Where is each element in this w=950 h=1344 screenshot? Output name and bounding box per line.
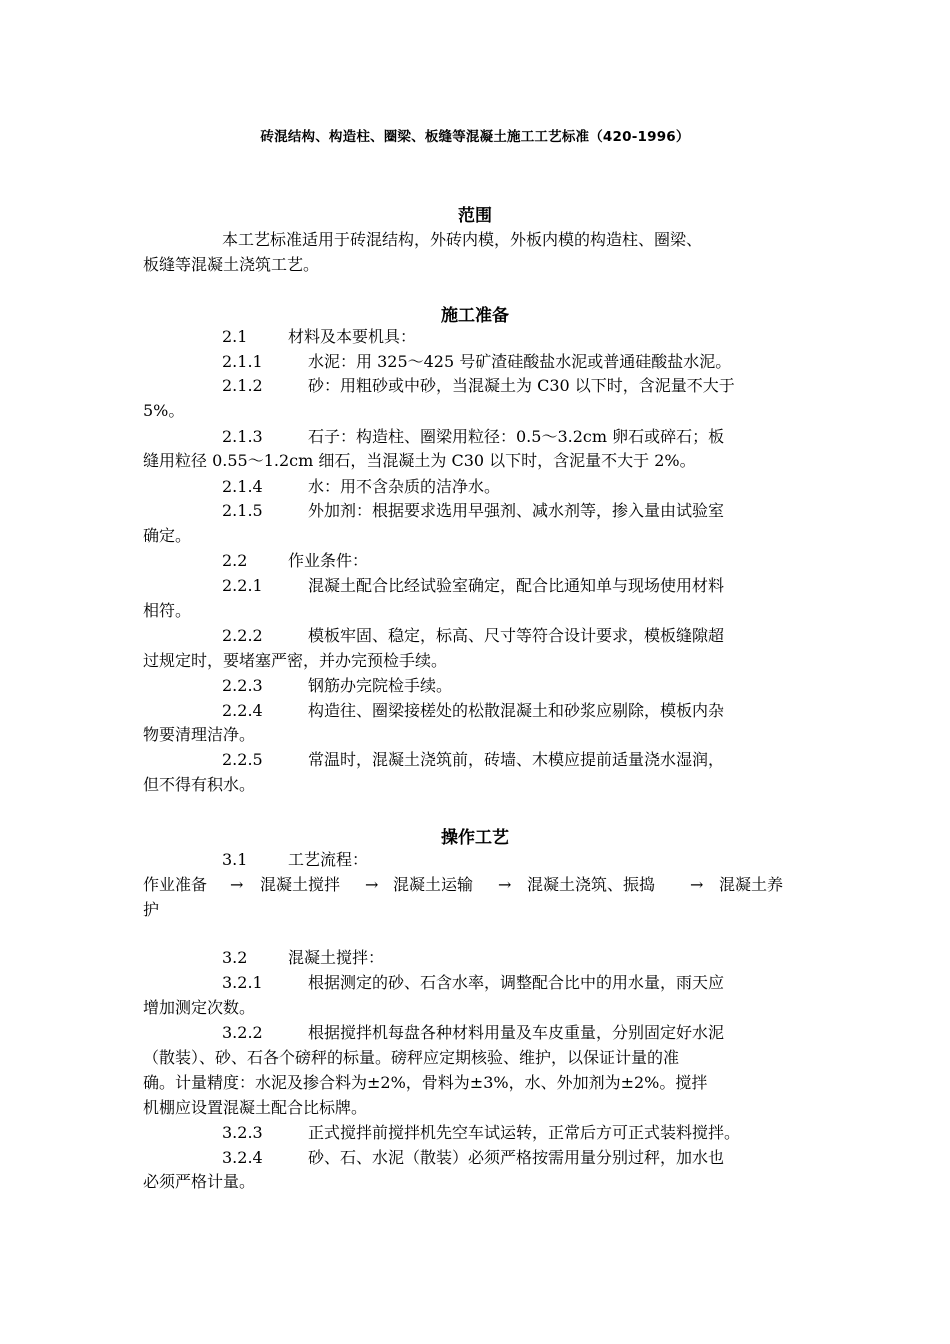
flow-step: 混凝土搅拌 (260, 875, 341, 894)
flow-step: 护 (143, 900, 160, 919)
item-number: 3.2.3 (222, 1123, 263, 1142)
item-number: 2.1 (222, 327, 248, 346)
item-text: 物要清理洁净。 (143, 725, 256, 744)
item-number: 2.2.5 (222, 750, 263, 769)
item-text: 5%。 (143, 401, 185, 420)
paragraph-text: 板缝等混凝土浇筑工艺。 (143, 255, 320, 274)
item-text: 材料及本要机具： (288, 327, 417, 346)
item-text: 石子：构造柱、圈梁用粒径：0.5～3.2cm 卵石或碎石；板 (308, 427, 725, 446)
item-text: 构造往、圈梁接槎处的松散混凝土和砂浆应剔除，模板内杂 (308, 701, 725, 720)
item-text: 相符。 (143, 601, 192, 620)
item-number: 2.1.5 (222, 501, 263, 520)
item-text: 根据搅拌机每盘各种材料用量及车皮重量，分别固定好水泥 (308, 1023, 725, 1042)
flow-step: 混凝土运输 (393, 875, 474, 894)
section-heading-ops: 操作工艺 (441, 828, 509, 848)
flow-arrow-icon: → (365, 875, 379, 894)
item-text: 增加测定次数。 (143, 998, 256, 1017)
item-text: 过规定时，要堵塞严密，并办完预检手续。 (143, 651, 448, 670)
item-text: 钢筋办完院检手续。 (308, 676, 453, 695)
section-heading-scope: 范围 (458, 206, 492, 226)
section-heading-prep: 施工准备 (441, 306, 509, 326)
flow-arrow-icon: → (498, 875, 512, 894)
item-text: 确。计量精度：水泥及掺合料为±2%，骨料为±3%，水、外加剂为±2%。搅拌 (143, 1073, 708, 1092)
item-text: （散装）、砂、石各个磅秤的标量。磅秤应定期核验、维护，以保证计量的准 (143, 1048, 680, 1067)
flow-step: 混凝土养 (719, 875, 784, 894)
item-number: 3.2 (222, 948, 248, 967)
item-text: 正式搅拌前搅拌机先空车试运转，正常后方可正式装料搅拌。 (308, 1123, 741, 1142)
item-text: 外加剂：根据要求选用早强剂、减水剂等，掺入量由试验室 (308, 501, 725, 520)
item-text: 混凝土配合比经试验室确定，配合比通知单与现场使用材料 (308, 576, 725, 595)
item-number: 2.2.2 (222, 626, 263, 645)
item-text: 作业条件： (288, 551, 369, 570)
item-text: 常温时，混凝土浇筑前，砖墙、木模应提前适量浇水湿润， (308, 750, 725, 769)
item-number: 3.2.1 (222, 973, 263, 992)
item-text: 根据测定的砂、石含水率，调整配合比中的用水量，雨天应 (308, 973, 725, 992)
item-number: 2.2.4 (222, 701, 263, 720)
item-number: 3.2.4 (222, 1148, 263, 1167)
item-number: 2.1.1 (222, 352, 263, 371)
item-text: 缝用粒径 0.55～1.2cm 细石，当混凝土为 C30 以下时，含泥量不大于 2%。 (143, 451, 696, 470)
item-text: 但不得有积水。 (143, 775, 256, 794)
item-text: 砂、石、水泥（散装）必须严格按需用量分别过秤，加水也 (308, 1148, 725, 1167)
document-title: 砖混结构、构造柱、圈梁、板缝等混凝土施工工艺标准（420-1996） (260, 129, 690, 145)
item-number: 2.2.1 (222, 576, 263, 595)
item-text: 工艺流程： (288, 850, 369, 869)
item-text: 模板牢固、稳定，标高、尺寸等符合设计要求，模板缝隙超 (308, 626, 725, 645)
item-text: 必须严格计量。 (143, 1172, 256, 1191)
item-number: 2.1.4 (222, 477, 263, 496)
item-text: 水：用不含杂质的洁净水。 (308, 477, 501, 496)
item-number: 2.2 (222, 551, 248, 570)
flow-arrow-icon: → (230, 875, 244, 894)
flow-arrow-icon: → (690, 875, 704, 894)
item-text: 机棚应设置混凝土配合比标牌。 (143, 1098, 368, 1117)
item-text: 砂：用粗砂或中砂，当混凝土为 C30 以下时，含泥量不大于 (308, 376, 735, 395)
paragraph-text: 本工艺标准适用于砖混结构，外砖内模，外板内模的构造柱、圈梁、 (222, 230, 703, 249)
item-number: 2.1.3 (222, 427, 263, 446)
item-text: 确定。 (143, 526, 192, 545)
item-number: 3.1 (222, 850, 248, 869)
item-text: 混凝土搅拌： (288, 948, 385, 967)
flow-step: 混凝土浇筑、振捣 (527, 875, 656, 894)
flow-step: 作业准备 (143, 875, 208, 894)
item-text: 水泥：用 325～425 号矿渣硅酸盐水泥或普通硅酸盐水泥。 (308, 352, 732, 371)
item-number: 2.2.3 (222, 676, 263, 695)
item-number: 2.1.2 (222, 376, 263, 395)
item-number: 3.2.2 (222, 1023, 263, 1042)
